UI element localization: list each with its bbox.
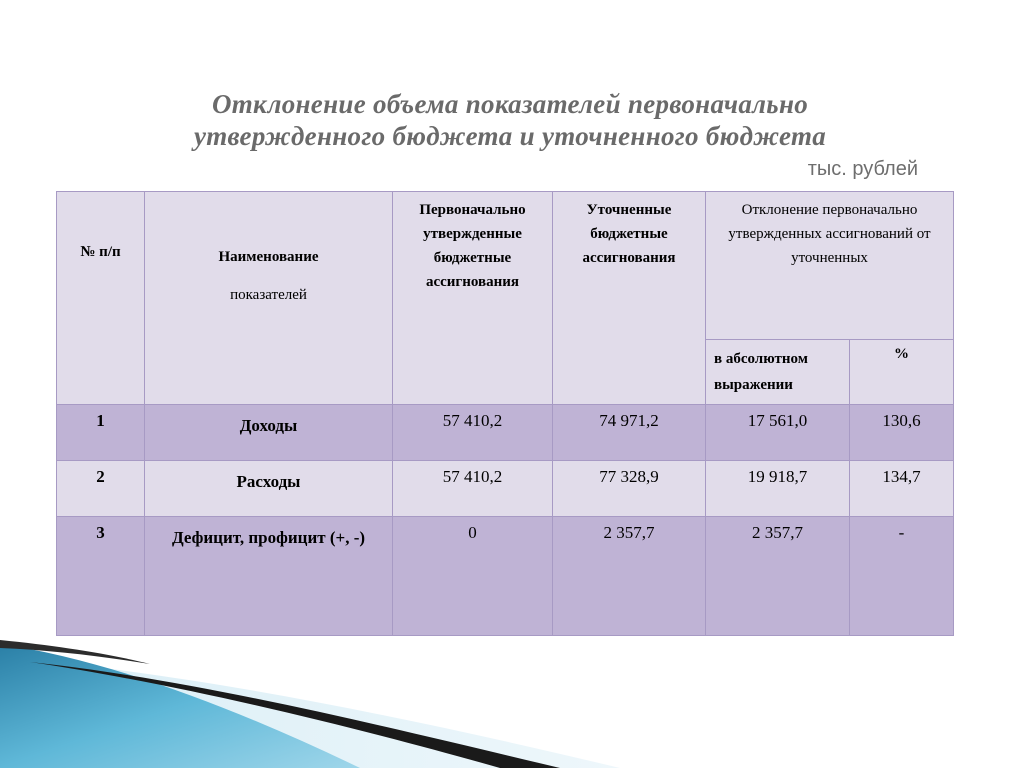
row-percent: 130,6 [850, 405, 954, 461]
row-initial: 57 410,2 [393, 405, 553, 461]
row-initial: 0 [393, 517, 553, 636]
row-name: Доходы [145, 405, 393, 461]
row-num: 1 [57, 405, 145, 461]
row-revised: 77 328,9 [553, 461, 706, 517]
header-name-line-2: показателей [230, 287, 307, 303]
header-absolute: в абсолютном выражении [706, 340, 850, 405]
title-line-2: утвержденного бюджета и уточненного бюджета [193, 121, 827, 151]
row-num: 3 [57, 517, 145, 636]
header-name [145, 192, 393, 405]
row-revised: 74 971,2 [553, 405, 706, 461]
header-row [57, 192, 954, 340]
header-initial: Первоначально утвержденные бюджетные ассигнования [393, 192, 553, 405]
budget-deviation-table [56, 191, 954, 636]
row-percent: 134,7 [850, 461, 954, 517]
header-deviation: Отклонение первоначально утвержденных ассигнований от уточненных [706, 192, 954, 340]
row-absolute: 17 561,0 [706, 405, 850, 461]
header-num: № п/п [57, 192, 145, 405]
row-num: 2 [57, 461, 145, 517]
row-absolute: 19 918,7 [706, 461, 850, 517]
table-row [57, 461, 954, 517]
row-percent: - [850, 517, 954, 636]
table-row [57, 405, 954, 461]
row-absolute: 2 357,7 [706, 517, 850, 636]
title-line-1: Отклонение объема показателей первоначально [211, 89, 809, 119]
units-label: тыс. рублей [807, 158, 918, 180]
decorative-swoosh [0, 600, 1024, 768]
header-percent: % [850, 340, 954, 405]
row-initial: 57 410,2 [393, 461, 553, 517]
header-revised: Уточненные бюджетные ассигнования [553, 192, 706, 405]
header-name-line-1: Наименование [218, 249, 319, 265]
row-name: Дефицит, профицит (+, -) [145, 517, 393, 636]
row-revised: 2 357,7 [553, 517, 706, 636]
row-name: Расходы [145, 461, 393, 517]
slide-title [60, 88, 960, 152]
